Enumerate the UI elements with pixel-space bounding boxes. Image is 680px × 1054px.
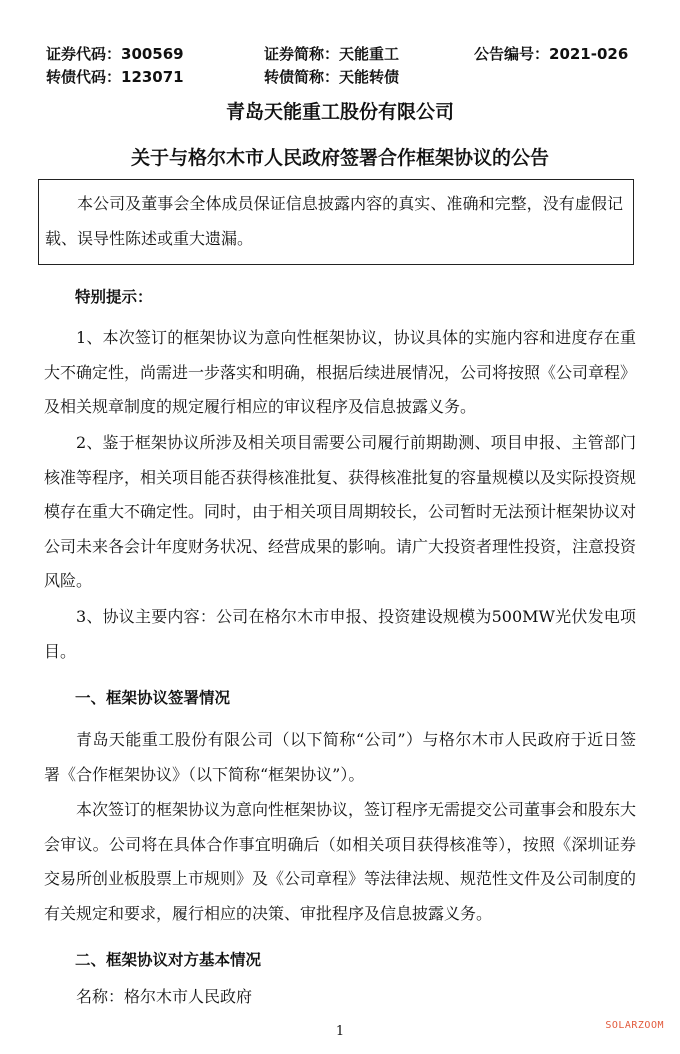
- special-tip-3: 3、协议主要内容：公司在格尔木市申报、投资建设规模为500MW光伏发电项目。: [44, 607, 636, 661]
- stock-code: 证券代码：300569: [46, 45, 184, 63]
- special-tip-2: 2、鉴于框架协议所涉及相关项目需要公司履行前期勘测、项目申报、主管部门核准等程序，相关项目能否获得核准批复、获得核准批复的容量规模以及实际投资规模存在重大不确定性。同时，由于相关项目周期较长，公司暂时无法预计框架协议对公司未来各会计年度财务状况、经营成果的影响。请广大投资者理性投资，注意投资风险。: [44, 433, 637, 590]
- special-tips-heading: 特别提示：: [75, 288, 153, 306]
- section1-paragraph-2: 本次签订的框架协议为意向性框架协议，签订程序无需提交公司董事会和股东大会审议。公司将在具体合作事宜明确后（如相关项目获得核准等），按照《深圳证券交易所创业板股票上市规则》及《公司章程》等法律法规、规范性文件及公司制度的有关规定和要求，履行相应的决策、审批程序及信息披露义务。: [44, 800, 637, 923]
- document-title: 关于与格尔木市人民政府签署合作框架协议的公告: [130, 147, 549, 169]
- company-title: 青岛天能重工股份有限公司: [225, 101, 454, 123]
- watermark-logo: SOLARZOOM: [605, 1020, 664, 1031]
- section2-heading: 二、框架协议对方基本情况: [75, 951, 262, 969]
- statement-text: 本公司及董事会全体成员保证信息披露内容的真实、准确和完整，没有虚假记载、误导性陈述或重大遗漏。: [45, 194, 623, 248]
- special-tip-1: 1、本次签订的框架协议为意向性框架协议，协议具体的实施内容和进度存在重大不确定性，尚需进一步落实和明确，根据后续进展情况，公司将按照《公司章程》及相关规章制度的规定履行相应的审议程序及信息披露义务。: [44, 328, 637, 416]
- stock-abbreviation: 证券简称：天能重工: [264, 45, 400, 63]
- section1-paragraph-1: 青岛天能重工股份有限公司（以下简称“公司”）与格尔木市人民政府于近日签署《合作框架协议》（以下简称“框架协议”）。: [44, 730, 636, 784]
- page-number: 1: [335, 1024, 345, 1039]
- counterparty-name: 名称：格尔木市人民政府: [76, 987, 253, 1006]
- bond-abbreviation: 转债简称：天能转债: [264, 68, 400, 86]
- announcement-number: 公告编号：2021-026: [474, 45, 629, 63]
- statement-box: [38, 179, 634, 265]
- bond-code: 转债代码：123071: [46, 68, 184, 86]
- section1-heading: 一、框架协议签署情况: [75, 689, 231, 707]
